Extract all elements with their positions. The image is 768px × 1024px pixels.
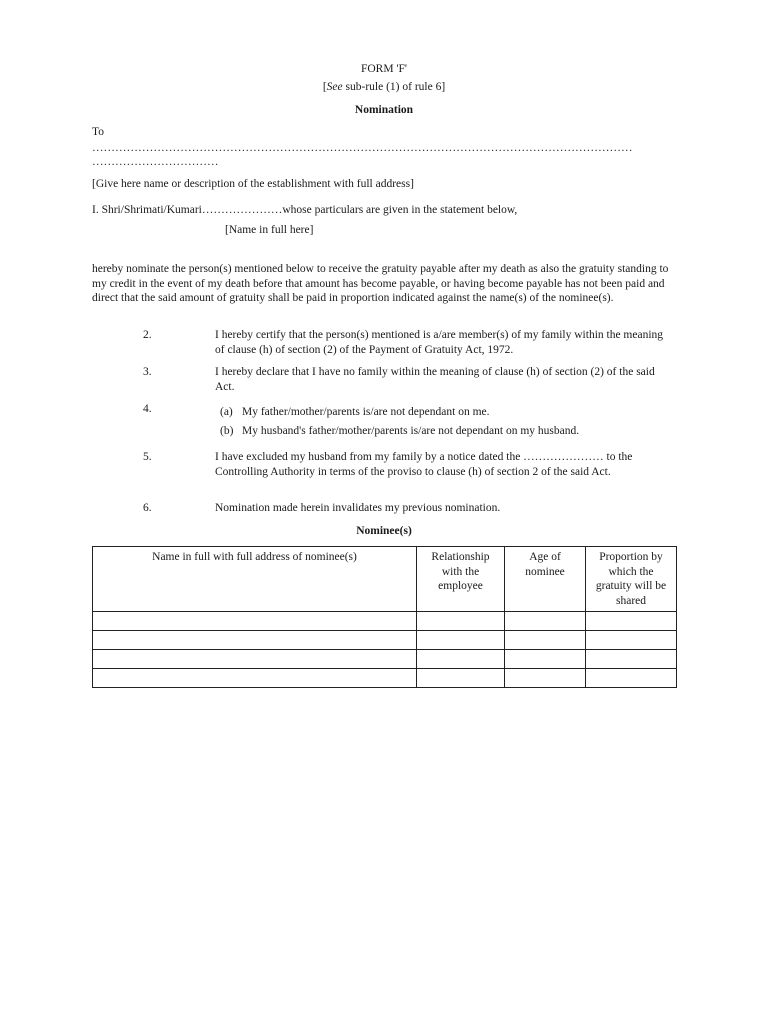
rule-see: See (326, 81, 343, 93)
nominee-age-cell[interactable] (505, 650, 586, 669)
nominees-table (92, 546, 677, 688)
sub-item-label: (a) (220, 406, 233, 418)
declaration-name-hint: [Name in full here] (225, 224, 314, 236)
nominees-heading: Nominee(s) (356, 525, 412, 537)
item-number: 3. (143, 366, 152, 378)
column-header-age: Age of nominee (505, 547, 586, 612)
declaration-body: hereby nominate the person(s) mentioned below to receive the gratuity payable after my death as also the gratuity standing to my credit in the event of my death before that amount has become payable, or having become payable has not been paid and direct that the said amount of gratuity shall be paid in proportion indicated against the name(s) of the nominee(s). (92, 263, 669, 304)
table-row (93, 631, 677, 650)
item-number: 6. (143, 502, 152, 514)
rule-prefix: [ (322, 81, 327, 93)
item-number: 2. (143, 329, 152, 341)
form-title: FORM 'F' (360, 63, 407, 75)
nominee-proportion-cell[interactable] (586, 669, 677, 688)
nominee-name-cell[interactable] (93, 612, 417, 631)
item-number: 4. (143, 403, 152, 415)
column-header-name: Name in full with full address of nominee(s) (93, 547, 417, 612)
nominee-name-cell[interactable] (93, 631, 417, 650)
table-row (93, 669, 677, 688)
item-text: I hereby certify that the person(s) mentioned is a/are member(s) of my family within the meaning of clause (h) of section (2) of the Payment of Gratuity Act, 1972. (215, 329, 664, 356)
table-row (93, 650, 677, 669)
item-text: Nomination made herein invalidates my previous nomination. (215, 502, 501, 514)
nominee-relationship-cell[interactable] (417, 650, 505, 669)
item-text: I have excluded my husband from my family by a notice dated the ………………… to the Controlling Authority in terms of the proviso to clause (h) of section 2 of the said Act. (215, 451, 633, 478)
nominee-proportion-cell[interactable] (586, 612, 677, 631)
nominee-proportion-cell[interactable] (586, 631, 677, 650)
address-instruction: [Give here name or description of the establishment with full address] (92, 178, 414, 190)
nominee-name-cell[interactable] (93, 650, 417, 669)
sub-item-label: (b) (220, 425, 234, 437)
declaration-name-line: I. Shri/Shrimati/Kumari…………………whose particulars are given in the statement below, (92, 204, 518, 216)
sub-item-text: My father/mother/parents is/are not dependant on me. (242, 406, 490, 418)
nominee-proportion-cell[interactable] (586, 650, 677, 669)
address-dots-line-1: …………………………………………………………………………………………………………………………… (92, 142, 633, 154)
nominee-age-cell[interactable] (505, 631, 586, 650)
rule-rest: sub-rule (1) of rule 6] (342, 81, 446, 93)
nominee-relationship-cell[interactable] (417, 669, 505, 688)
sub-item-text: My husband's father/mother/parents is/are not dependant on my husband. (242, 425, 580, 437)
item-number: 5. (143, 451, 152, 463)
table-header-row (93, 547, 677, 612)
nominee-age-cell[interactable] (505, 612, 586, 631)
rule-reference (0, 80, 768, 94)
to-label: To (92, 126, 104, 138)
address-dots-line-2: …………………………… (92, 156, 219, 168)
nominee-relationship-cell[interactable] (417, 612, 505, 631)
nominee-name-cell[interactable] (93, 669, 417, 688)
column-header-relationship: Relationship with the employee (417, 547, 505, 612)
table-row (93, 612, 677, 631)
column-header-proportion: Proportion by which the gratuity will be shared (586, 547, 677, 612)
nominee-age-cell[interactable] (505, 669, 586, 688)
form-heading: Nomination (354, 104, 414, 116)
nominee-relationship-cell[interactable] (417, 631, 505, 650)
item-text: I hereby declare that I have no family within the meaning of clause (h) of section (2) of the said Act. (215, 366, 655, 393)
